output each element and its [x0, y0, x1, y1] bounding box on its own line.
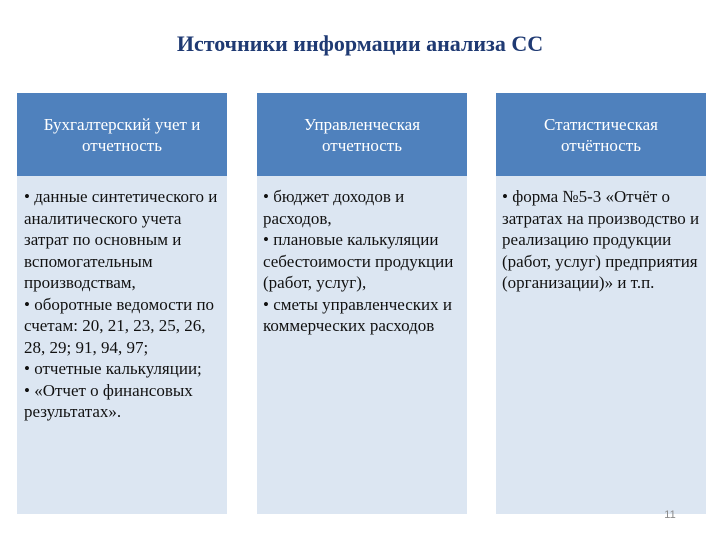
- column-accounting: [17, 93, 227, 514]
- slide-title: Источники информации анализа СС: [176, 31, 544, 56]
- column-statistical: [496, 93, 706, 514]
- column-header-label: Бухгалтерский учет и отчетность: [43, 114, 201, 155]
- column-body-accounting: • данные синтетического и аналитического учета затрат по основным и вспомогательным производствам, • оборотные ведомости по счетам: 20, 21, 23, 25, 26, 28, 29; 91, 94, 97; • отчетные калькуляции; • «Отчет о финансовых результатах».: [17, 176, 227, 514]
- column-header-management: [257, 93, 467, 176]
- page-number: 11: [664, 509, 676, 521]
- column-header-statistical: [496, 93, 706, 176]
- column-header-label: Статистическая отчётность: [544, 114, 658, 155]
- column-body-management: • бюджет доходов и расходов, • плановые калькуляции себестоимости продукции (работ, услуг), • сметы управленческих и коммерческих расходов: [257, 176, 467, 514]
- column-management: [257, 93, 467, 514]
- column-header-label: Управленческая отчетность: [303, 114, 421, 155]
- column-header-accounting: [17, 93, 227, 176]
- column-body-statistical: • форма №5-3 «Отчёт о затратах на производство и реализацию продукции (работ, услуг) предприятия (организации)» и т.п.: [496, 176, 706, 514]
